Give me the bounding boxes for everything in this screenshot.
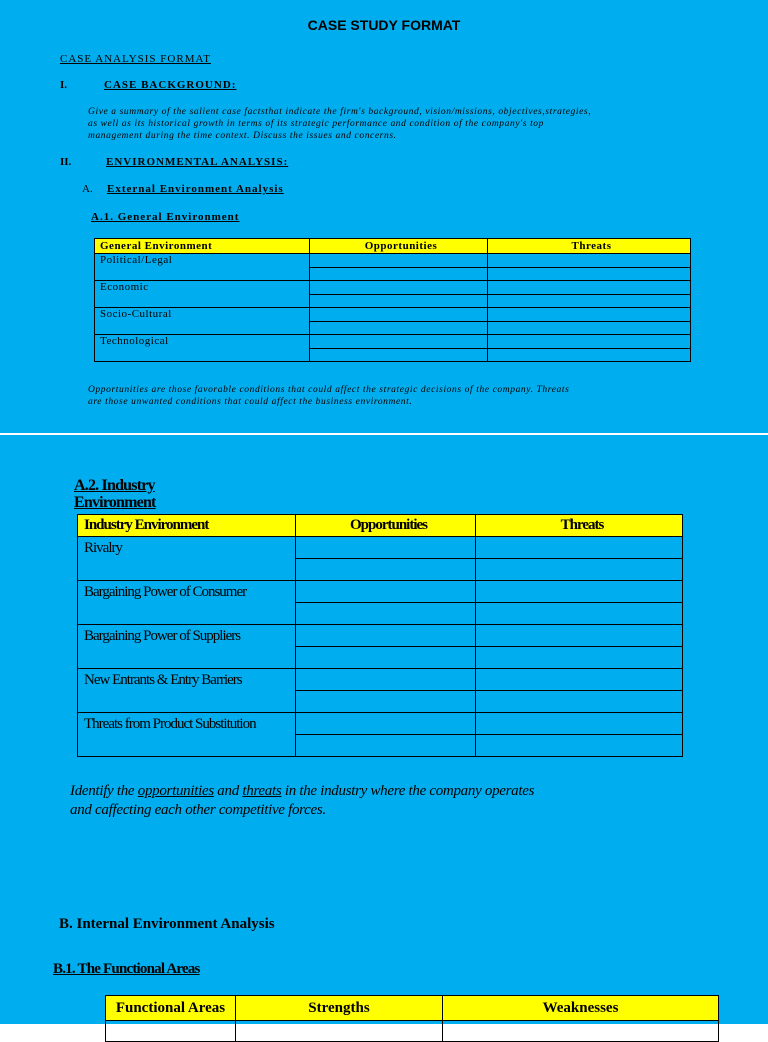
table-cell	[296, 625, 476, 647]
table-cell	[310, 294, 488, 308]
table-header-row	[78, 515, 683, 537]
column-header: Weaknesses	[443, 996, 719, 1021]
table-cell	[476, 559, 683, 581]
column-header: Opportunities	[296, 515, 476, 537]
instruction-line	[70, 782, 534, 801]
table-cell	[296, 735, 476, 757]
table-row	[95, 308, 691, 322]
note-text	[88, 384, 569, 408]
table-row	[95, 254, 691, 268]
table-cell	[310, 348, 488, 362]
table-cell	[476, 669, 683, 691]
column-header: Opportunities	[310, 239, 488, 254]
external-environment-heading: External Environment Analysis	[107, 183, 284, 195]
table-header-row	[95, 239, 691, 254]
row-label: Threats from Product Substitution	[78, 713, 296, 757]
table-cell	[296, 669, 476, 691]
column-header: Industry Environment	[78, 515, 296, 537]
table-row	[78, 625, 683, 647]
table-row	[78, 581, 683, 603]
heading-line: A.2. Industry	[74, 477, 155, 494]
table-cell	[476, 537, 683, 559]
table-cell	[488, 348, 691, 362]
row-label: Rivalry	[78, 537, 296, 581]
table-cell	[476, 713, 683, 735]
general-environment-heading: A.1. General Environment	[91, 211, 240, 223]
column-header: Strengths	[236, 996, 443, 1021]
row-label: New Entrants & Entry Barriers	[78, 669, 296, 713]
table-cell	[310, 254, 488, 268]
table-cell	[476, 647, 683, 669]
note-text-line: Opportunities are those favorable conditions that could affect the strategic decisions of the company. Threats	[88, 385, 570, 395]
table-row	[78, 669, 683, 691]
internal-environment-heading: B. Internal Environment Analysis	[59, 916, 275, 932]
table-cell	[488, 294, 691, 308]
instruction-text: and	[213, 783, 243, 799]
column-header: Threats	[488, 239, 691, 254]
slide-industry-environment	[0, 435, 768, 1024]
industry-environment-heading	[74, 477, 156, 511]
table-cell	[488, 321, 691, 335]
column-header: General Environment	[95, 239, 310, 254]
slide-case-study-format	[0, 0, 768, 433]
identify-instruction	[70, 782, 534, 820]
table-cell	[310, 281, 488, 295]
background-text-line: Give a summary of the salient case factsthat indicate the firm's background, vision/missions, objectives,strategies,	[88, 107, 592, 117]
background-text-line: as well as its historical growth in terms of its strategic performance and condition of the company's top	[88, 119, 545, 129]
table-cell	[310, 321, 488, 335]
section-2-numeral: II.	[60, 156, 72, 168]
note-text-line: are those unwanted conditions that could affect the business environment.	[88, 397, 413, 407]
threats-keyword: threats	[242, 783, 282, 799]
row-label: Economic	[95, 281, 310, 308]
instruction-text: in the industry where the company operates	[281, 783, 535, 799]
table-header-row	[106, 996, 719, 1021]
case-analysis-format-heading: CASE ANALYSIS FORMAT	[60, 53, 211, 65]
row-label: Bargaining Power of Suppliers	[78, 625, 296, 669]
row-label: Bargaining Power of Consumer	[78, 581, 296, 625]
row-label: Technological	[95, 335, 310, 362]
table-row	[78, 713, 683, 735]
table-row	[78, 537, 683, 559]
table-cell	[476, 581, 683, 603]
table-cell	[296, 713, 476, 735]
table-cell	[488, 267, 691, 281]
row-label: Socio-Cultural	[95, 308, 310, 335]
row-label: Political/Legal	[95, 254, 310, 281]
column-header: Threats	[476, 515, 683, 537]
environmental-analysis-heading: ENVIRONMENTAL ANALYSIS:	[106, 156, 289, 168]
instruction-text: Identify the	[70, 783, 138, 799]
table-cell	[296, 647, 476, 669]
section-1-numeral: I.	[60, 79, 68, 91]
industry-environment-table	[77, 514, 683, 757]
table-cell	[296, 559, 476, 581]
table-cell	[476, 603, 683, 625]
table-cell	[488, 308, 691, 322]
table-row	[95, 281, 691, 295]
case-background-heading: CASE BACKGROUND:	[104, 79, 237, 91]
table-cell	[476, 625, 683, 647]
background-text-line: management during the time context. Discuss the issues and concerns.	[88, 131, 397, 141]
functional-areas-table	[105, 995, 719, 1042]
heading-line: Environment	[74, 494, 156, 511]
instruction-line: and caffecting each other competitive forces.	[70, 802, 326, 818]
table-cell	[488, 335, 691, 349]
table-cell	[296, 603, 476, 625]
page-title: CASE STUDY FORMAT	[307, 17, 461, 33]
table-cell	[476, 735, 683, 757]
table-row	[95, 335, 691, 349]
background-text	[88, 106, 591, 142]
table-cell	[296, 691, 476, 713]
general-environment-table	[94, 238, 691, 362]
table-cell	[296, 537, 476, 559]
table-cell	[310, 267, 488, 281]
table-cell	[488, 254, 691, 268]
table-cell	[310, 335, 488, 349]
table-cell	[488, 281, 691, 295]
table-cell	[296, 581, 476, 603]
table-cell	[476, 691, 683, 713]
subsection-a-letter: A.	[82, 183, 93, 195]
functional-areas-heading: B.1. The Functional Areas	[53, 961, 200, 977]
table-cell	[310, 308, 488, 322]
opportunities-keyword: opportunities	[137, 783, 214, 799]
column-header: Functional Areas	[106, 996, 236, 1021]
